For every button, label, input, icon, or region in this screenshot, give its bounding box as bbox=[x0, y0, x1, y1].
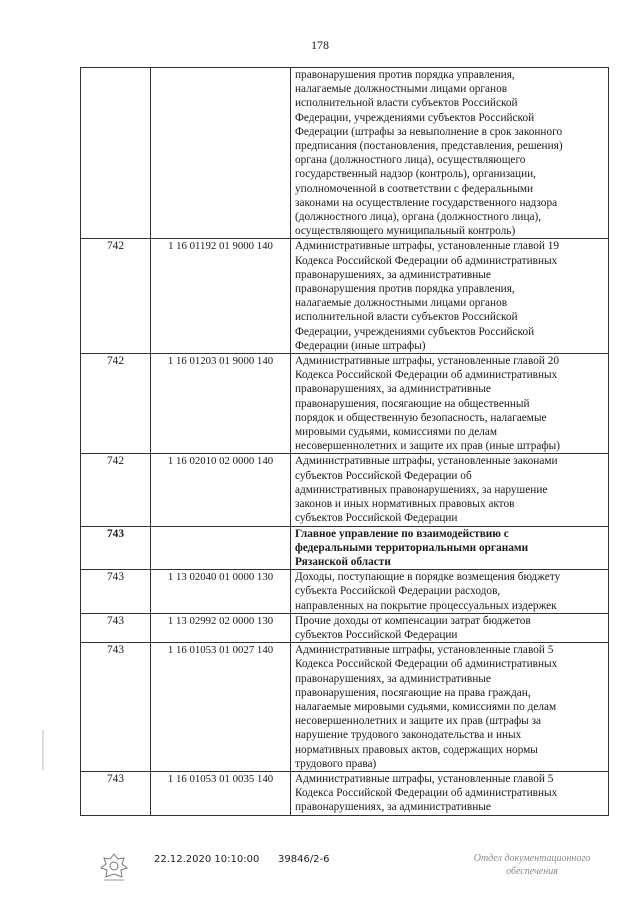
admin-code-cell bbox=[81, 68, 151, 239]
description-line: налагаемые должностными лицами органов bbox=[295, 83, 508, 96]
description-line: правонарушения, посягающие на права граждан, bbox=[295, 686, 531, 699]
description-line: Доходы, поступающие в порядке возмещения бюджету bbox=[295, 571, 561, 584]
description-line: осуществляющего муниципальный контроль) bbox=[295, 225, 516, 238]
description-line: правонарушениях, за административные bbox=[295, 383, 491, 396]
description-line: предписания (постановления, представления, решения) bbox=[295, 140, 563, 153]
description-line: Кодекса Российской Федерации об административных bbox=[295, 254, 558, 267]
description-line: правонарушениях, за административные bbox=[295, 801, 491, 814]
budget-code-cell bbox=[151, 526, 291, 570]
description-line: законов и иных нормативных правовых актов bbox=[295, 498, 515, 511]
budget-code-cell: 1 16 01053 01 0027 140 bbox=[151, 643, 291, 772]
footer-reg-number: 39846/2-6 bbox=[278, 854, 330, 865]
budget-code-cell: 1 13 02992 02 0000 130 bbox=[151, 613, 291, 642]
description-line: правонарушениях, за административные bbox=[295, 268, 491, 281]
budget-code-cell: 1 16 02010 02 0000 140 bbox=[151, 454, 291, 526]
description-line: Административные штрафы, установленные законами bbox=[295, 455, 558, 468]
description-line: федеральными территориальными органами bbox=[295, 541, 529, 554]
description-cell bbox=[291, 570, 609, 614]
description-cell bbox=[291, 613, 609, 642]
admin-code-cell: 743 bbox=[81, 613, 151, 642]
description-cell bbox=[291, 239, 609, 354]
description-line: законами на осуществление государственного надзора bbox=[295, 196, 558, 209]
description-line: порядок и общественную безопасность, налагаемые bbox=[295, 411, 547, 424]
description-line: правонарушения против порядка управления, bbox=[295, 69, 515, 81]
description-line: направленных на покрытие процессуальных издержек bbox=[295, 599, 557, 612]
description-line: Федерации, учреждениями субъектов Российской bbox=[295, 325, 535, 338]
description-line: нормативных правовых актов, содержащих нормы bbox=[295, 743, 538, 756]
table-row bbox=[81, 68, 609, 239]
description-cell bbox=[291, 68, 609, 239]
description-line: правонарушения, посягающие на общественный bbox=[295, 397, 530, 410]
description-line: правонарушениях, за административные bbox=[295, 672, 491, 685]
description-line: Федерации (штрафы за невыполнение в срок законного bbox=[295, 125, 563, 138]
description-line: несовершеннолетних и защите их прав (иные штрафы) bbox=[295, 440, 561, 453]
page-number: 178 bbox=[311, 38, 329, 52]
department-stamp bbox=[452, 852, 612, 878]
admin-code-cell: 743 bbox=[81, 526, 151, 570]
table-row bbox=[81, 771, 609, 815]
description-cell bbox=[291, 526, 609, 570]
description-line: налагаемые должностными лицами органов bbox=[295, 297, 508, 310]
table-row bbox=[81, 526, 609, 570]
table-row bbox=[81, 613, 609, 642]
description-line: Кодекса Российской Федерации об административных bbox=[295, 369, 558, 382]
table-body bbox=[81, 68, 609, 816]
description-line: административных правонарушениях, за нарушение bbox=[295, 483, 548, 496]
description-line: государственный надзор (контроль), организации, bbox=[295, 168, 537, 181]
description-line: Главное управление по взаимодействию с bbox=[295, 527, 509, 540]
stamp-line: обеспечения bbox=[506, 866, 558, 877]
table-row bbox=[81, 354, 609, 454]
description-line: Кодекса Российской Федерации об административных bbox=[295, 787, 558, 800]
description-cell bbox=[291, 454, 609, 526]
description-cell bbox=[291, 354, 609, 454]
description-line: органа (должностного лица), осуществляющего bbox=[295, 154, 526, 167]
budget-code-cell: 1 16 01203 01 9000 140 bbox=[151, 354, 291, 454]
footer-timestamp: 22.12.2020 10:10:00 bbox=[154, 854, 260, 865]
footer bbox=[0, 852, 640, 892]
description-cell bbox=[291, 771, 609, 815]
description-line: Административные штрафы, установленные главой 5 bbox=[295, 772, 554, 785]
description-line: субъектов Российской Федерации об bbox=[295, 469, 472, 482]
description-line: правонарушения против порядка управления, bbox=[295, 283, 515, 296]
description-line: несовершеннолетних и защите их прав (штрафы за bbox=[295, 715, 542, 728]
description-line: субъекта Российской Федерации расходов, bbox=[295, 585, 501, 598]
description-line: Федерации (иные штрафы) bbox=[295, 339, 426, 352]
description-line: нарушение трудового законодательства и иных bbox=[295, 729, 522, 742]
description-line: исполнительной власти субъектов Российской bbox=[295, 97, 518, 110]
margin-mark bbox=[42, 730, 44, 770]
budget-code-cell bbox=[151, 68, 291, 239]
stamp-line: Отдел документационного bbox=[473, 853, 591, 864]
budget-code-cell: 1 13 02040 01 0000 130 bbox=[151, 570, 291, 614]
description-line: Административные штрафы, установленные главой 5 bbox=[295, 644, 554, 657]
table-row bbox=[81, 570, 609, 614]
description-line: Кодекса Российской Федерации об административных bbox=[295, 658, 558, 671]
description-line: Рязанской области bbox=[295, 555, 391, 568]
admin-code-cell: 743 bbox=[81, 643, 151, 772]
description-line: субъектов Российской Федерации bbox=[295, 628, 458, 641]
description-line: (должностного лица), органа (должностного лица), bbox=[295, 211, 542, 224]
description-line: Прочие доходы от компенсации затрат бюджетов bbox=[295, 614, 531, 627]
budget-code-cell: 1 16 01053 01 0035 140 bbox=[151, 771, 291, 815]
coat-of-arms-icon bbox=[98, 852, 130, 882]
admin-code-cell: 742 bbox=[81, 239, 151, 354]
table-row bbox=[81, 239, 609, 354]
description-line: мировыми судьями, комиссиями по делам bbox=[295, 426, 498, 439]
description-line: Административные штрафы, установленные главой 20 bbox=[295, 355, 560, 368]
admin-code-cell: 743 bbox=[81, 570, 151, 614]
description-line: уполномоченной в соответствии с федеральными bbox=[295, 182, 534, 195]
description-line: Федерации, учреждениями субъектов Российской bbox=[295, 111, 535, 124]
description-cell bbox=[291, 643, 609, 772]
budget-code-cell: 1 16 01192 01 9000 140 bbox=[151, 239, 291, 354]
table-row bbox=[81, 454, 609, 526]
description-line: исполнительной власти субъектов Российской bbox=[295, 311, 518, 324]
description-line: Административные штрафы, установленные главой 19 bbox=[295, 240, 560, 253]
description-line: налагаемые мировыми судьями, комиссиями по делам bbox=[295, 700, 557, 713]
table-row bbox=[81, 643, 609, 772]
description-line: субъектов Российской Федерации bbox=[295, 512, 458, 525]
description-line: трудового права) bbox=[295, 757, 377, 770]
admin-code-cell: 743 bbox=[81, 771, 151, 815]
admin-code-cell: 742 bbox=[81, 354, 151, 454]
budget-codes-table bbox=[80, 67, 609, 816]
admin-code-cell: 742 bbox=[81, 454, 151, 526]
